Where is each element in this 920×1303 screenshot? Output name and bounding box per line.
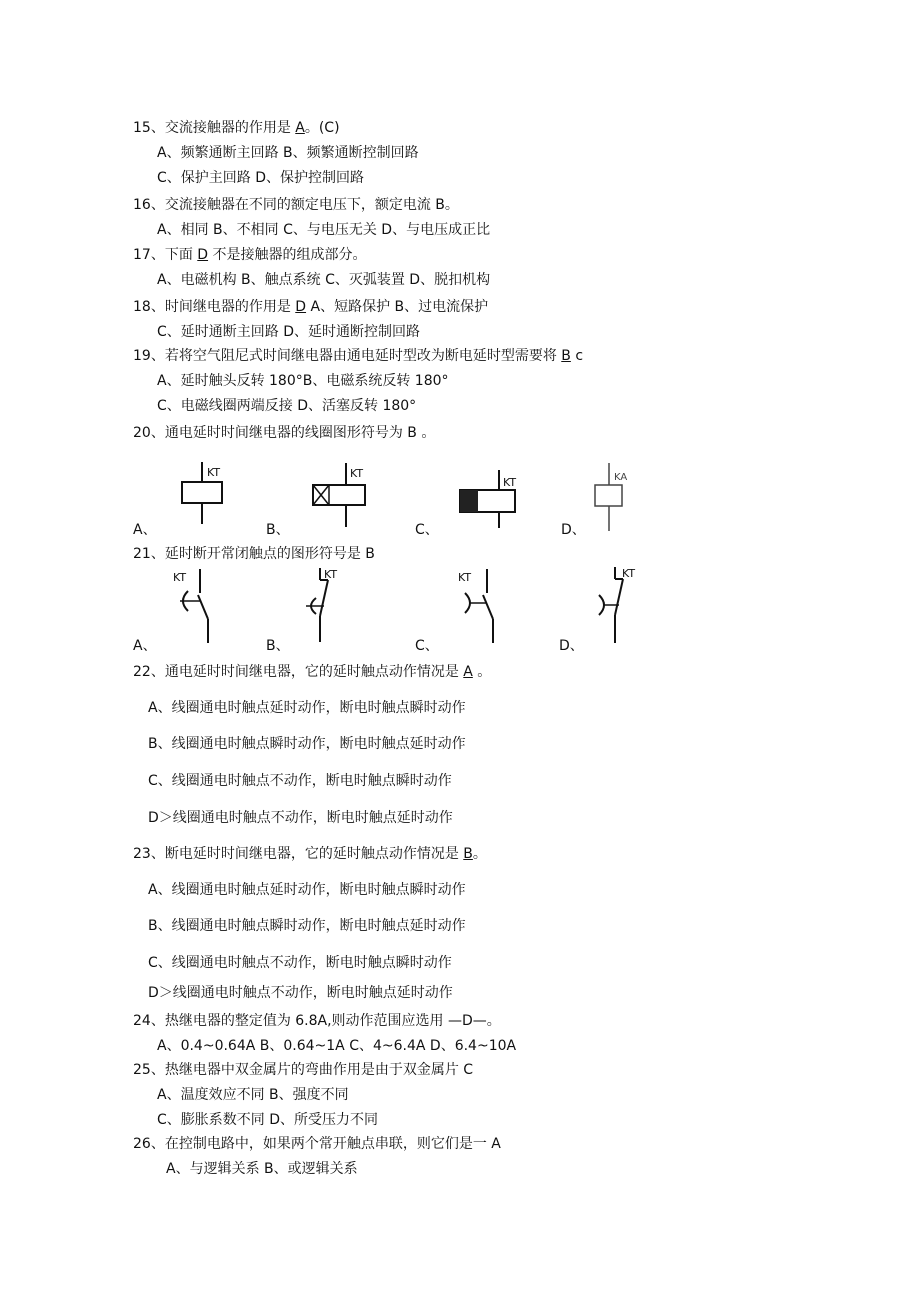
- q23-option-c: C、线圈通电时触点不动作，断电时触点瞬时动作: [148, 955, 452, 971]
- question-25: 25、热继电器中双金属片的弯曲作用是由于双金属片 C: [133, 1062, 474, 1078]
- q19-options-2: C、电磁线圈两端反接 D、活塞反转 180°: [157, 398, 417, 414]
- coil-symbol-c: [458, 470, 528, 530]
- contact-symbol-a: [170, 567, 220, 645]
- contact-tag-b: KT: [324, 568, 338, 581]
- q19-options-1: A、延时触头反转 180°B、电磁系统反转 180°: [157, 373, 449, 389]
- q21-option-d-label: D、: [559, 638, 584, 654]
- answer-23: B: [463, 846, 473, 862]
- coil-tag-b: KT: [350, 467, 364, 480]
- coil-symbol-d: [592, 463, 642, 533]
- contact-tag-d: KT: [622, 567, 636, 580]
- question-26: 26、在控制电路中，如果两个常开触点串联，则它们是一 A: [133, 1136, 501, 1152]
- q23-option-a: A、线圈通电时触点延时动作，断电时触点瞬时动作: [148, 882, 466, 898]
- q15-options-2: C、保护主回路 D、保护控制回路: [157, 170, 365, 186]
- q16-options: A、相同 B、不相同 C、与电压无关 D、与电压成正比: [157, 222, 491, 238]
- question-18: 18、时间继电器的作用是 D A、短路保护 B、过电流保护: [133, 299, 489, 315]
- answer-22: A: [463, 664, 473, 680]
- q20-option-d-label: D、: [561, 522, 586, 538]
- q22-option-b: B、线圈通电时触点瞬时动作，断电时触点延时动作: [148, 736, 466, 752]
- q20-option-a-label: A、: [133, 522, 157, 538]
- question-16: 16、交流接触器在不同的额定电压下，额定电流 B。: [133, 197, 459, 213]
- q23-option-b: B、线圈通电时触点瞬时动作，断电时触点延时动作: [148, 918, 466, 934]
- contact-tag-c: KT: [458, 571, 472, 584]
- question-15: 15、交流接触器的作用是 A。(C): [133, 120, 340, 136]
- answer-17: D: [197, 247, 209, 263]
- coil-tag-c: KT: [503, 476, 517, 489]
- q20-option-c-label: C、: [415, 522, 439, 538]
- q21-option-b-label: B、: [266, 638, 290, 654]
- question-23: 23、断电延时时间继电器，它的延时触点动作情况是 B。: [133, 846, 487, 862]
- q23-option-d: D＞线圈通电时触点不动作，断电时触点延时动作: [148, 985, 453, 1001]
- coil-tag-d: KA: [614, 472, 628, 483]
- question-17: 17、下面 D 不是接触器的组成部分。: [133, 247, 367, 263]
- contact-symbol-b: [300, 566, 350, 644]
- q21-option-a-label: A、: [133, 638, 157, 654]
- q22-option-a: A、线圈通电时触点延时动作，断电时触点瞬时动作: [148, 700, 466, 716]
- q17-options: A、电磁机构 B、触点系统 C、灭弧装置 D、脱扣机构: [157, 272, 491, 288]
- question-19: 19、若将空气阻尼式时间继电器由通电延时型改为断电延时型需要将 B c: [133, 348, 584, 364]
- contact-symbol-c: [455, 567, 505, 645]
- answer-19: B: [561, 348, 571, 364]
- q15-options-1: A、频繁通断主回路 B、频繁通断控制回路: [157, 145, 419, 161]
- q20-option-b-label: B、: [266, 522, 290, 538]
- q21-option-c-label: C、: [415, 638, 439, 654]
- question-21: 21、延时断开常闭触点的图形符号是 B: [133, 546, 375, 562]
- question-22: 22、通电延时时间继电器，它的延时触点动作情况是 A 。: [133, 664, 492, 680]
- q26-options: A、与逻辑关系 B、或逻辑关系: [166, 1161, 358, 1177]
- q22-option-c: C、线圈通电时触点不动作，断电时触点瞬时动作: [148, 773, 452, 789]
- coil-tag-a: KT: [207, 466, 221, 479]
- contact-tag-a: KT: [173, 571, 187, 584]
- coil-symbol-b: [310, 463, 380, 529]
- q25-options-2: C、膨胀系数不同 D、所受压力不同: [157, 1112, 379, 1128]
- question-20: 20、通电延时时间继电器的线圈图形符号为 B 。: [133, 425, 436, 441]
- answer-15: A: [295, 120, 305, 136]
- q22-option-d: D＞线圈通电时触点不动作，断电时触点延时动作: [148, 810, 453, 826]
- q25-options-1: A、温度效应不同 B、强度不同: [157, 1087, 349, 1103]
- coil-symbol-a: [175, 462, 235, 528]
- q18-options: C、延时通断主回路 D、延时通断控制回路: [157, 324, 421, 340]
- q24-options: A、0.4~0.64A B、0.64~1A C、4~6.4A D、6.4~10A: [157, 1038, 517, 1054]
- question-24: 24、热继电器的整定值为 6.8A,则动作范围应选用 —D—。: [133, 1013, 501, 1029]
- contact-symbol-d: [595, 565, 645, 645]
- answer-18: D: [295, 299, 307, 315]
